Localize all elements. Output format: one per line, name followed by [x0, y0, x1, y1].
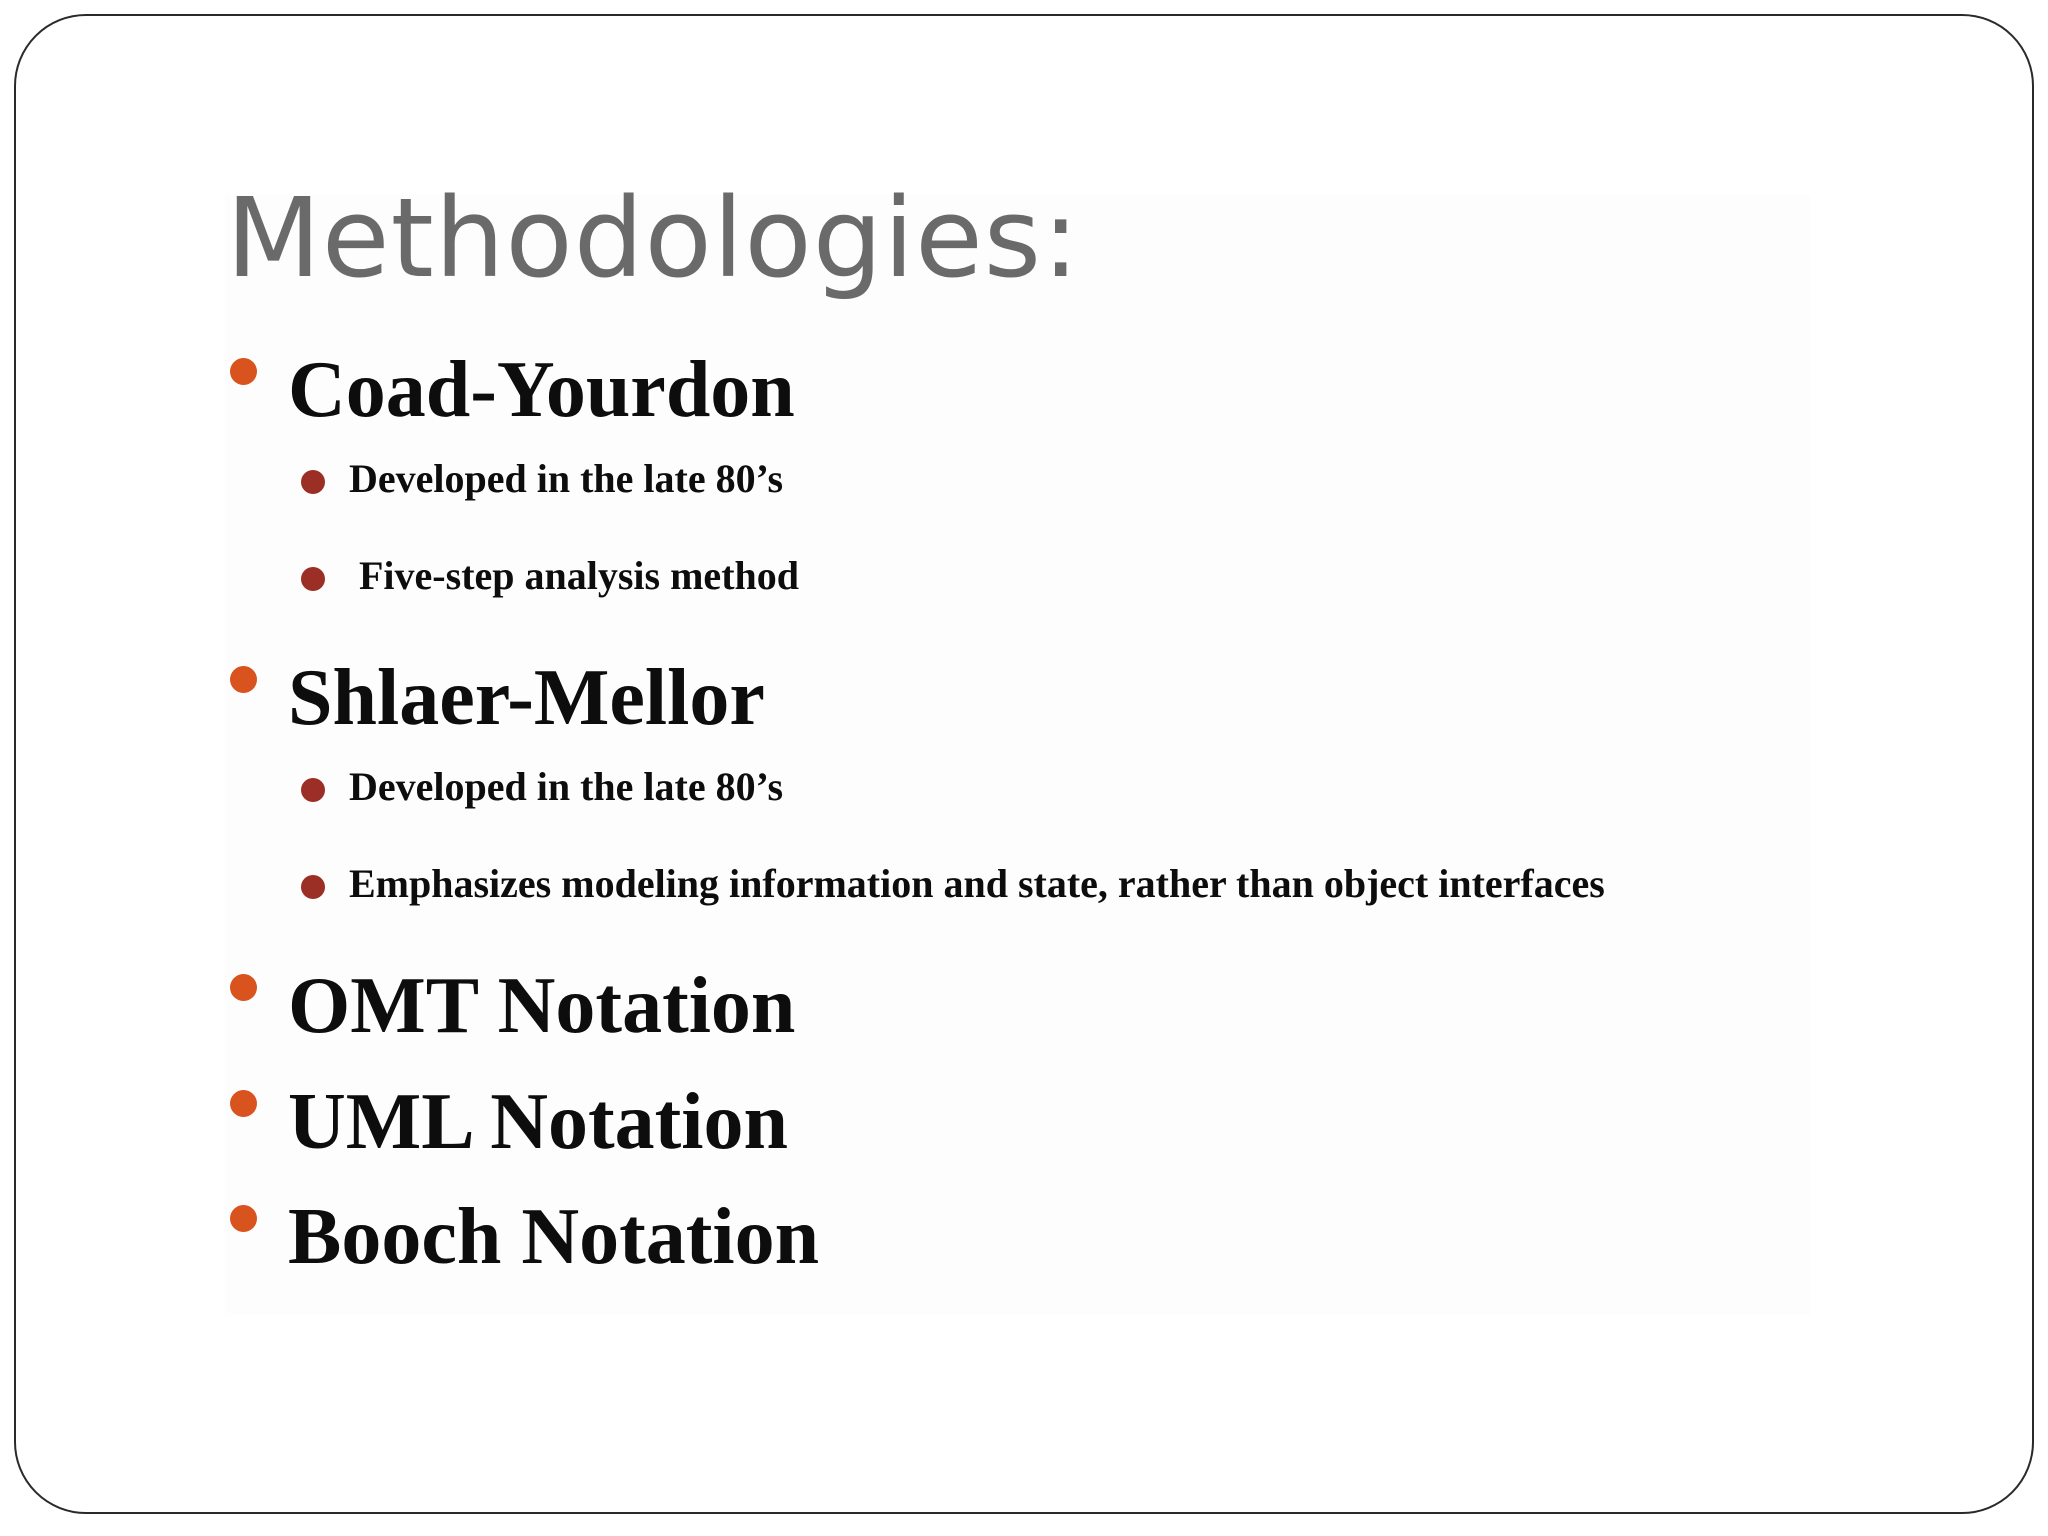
- sub-bullet-dot-icon: [301, 470, 325, 494]
- bullet-label: UML Notation: [288, 1078, 788, 1166]
- sub-bullet-label: Developed in the late 80’s: [349, 456, 784, 501]
- sub-bullet-label: Five-step analysis method: [349, 553, 799, 598]
- bullet-dot-icon: [230, 1205, 257, 1232]
- bullet-dot-icon: [230, 666, 257, 693]
- bullet-label: Coad-Yourdon: [288, 346, 795, 434]
- bullet-label: OMT Notation: [288, 962, 796, 1050]
- bullet-dot-icon: [230, 358, 257, 385]
- sub-bullet-dot-icon: [301, 778, 325, 802]
- sub-bullet-dot-icon: [301, 567, 325, 591]
- sub-bullet-label: Developed in the late 80’s: [349, 764, 784, 809]
- bullet-label: Booch Notation: [288, 1193, 820, 1281]
- bullet-dot-icon: [230, 974, 257, 1001]
- bullet-label: Shlaer-Mellor: [288, 654, 765, 742]
- slide-title: Methodologies:: [226, 174, 1081, 302]
- bullet-dot-icon: [230, 1090, 257, 1117]
- sub-bullet-dot-icon: [301, 875, 325, 899]
- sub-bullet-label: Emphasizes modeling information and state, rather than object interfaces: [349, 861, 1605, 906]
